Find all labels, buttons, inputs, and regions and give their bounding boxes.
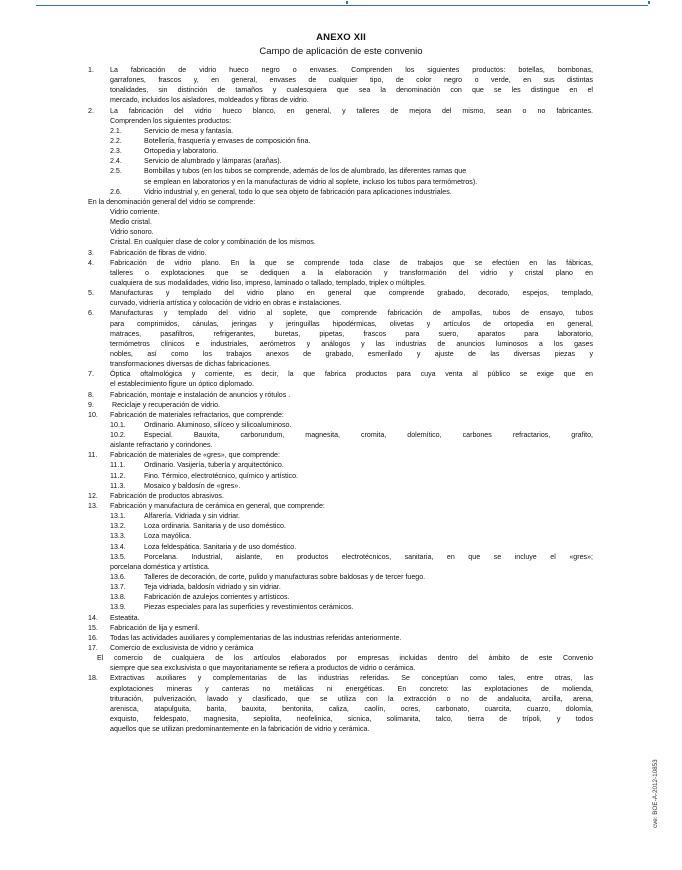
annex-line xyxy=(88,359,593,369)
annex-line xyxy=(88,177,593,187)
annex-line xyxy=(88,227,593,237)
annex-line-text: mercado, incluidos los aisladores, moldeados y fibras de vidrio. xyxy=(110,96,309,105)
subitem-number: 2.6. xyxy=(110,187,122,196)
subitem-number: 2.3. xyxy=(110,147,122,156)
annex-line-text: Fabricación de materiales refractarios, que comprende: xyxy=(110,410,284,419)
annex-line xyxy=(88,613,593,623)
subitem-number: 10.2. xyxy=(110,431,126,440)
annex-line xyxy=(88,298,593,308)
subitem-number: 10.1. xyxy=(110,420,126,429)
subitem-number: 13.4. xyxy=(110,542,126,551)
annex-line xyxy=(88,714,593,724)
annex-line-text: exquisto, feldespato, magnesita, sepiolita, neofelinica, sicnica, solimanita, talco, tierra de trípoli, y todos xyxy=(110,715,593,723)
annex-line-text: Fabricación de lija y esmeril. xyxy=(110,623,200,632)
annex-line xyxy=(88,278,593,288)
subitem-number: 13.5. xyxy=(110,552,126,561)
annex-line-text: Vidrio sonoro. xyxy=(110,228,154,237)
annex-line-text: El comercio de cualquiera de los artículos elaborados por empresas incluidas dentro del ámbito de este Convenio xyxy=(97,654,593,663)
annex-line xyxy=(88,400,593,410)
annex-line xyxy=(88,633,593,643)
annex-line-text: porcelana doméstica y artística. xyxy=(110,562,210,571)
annex-line-text: Loza mayólica. xyxy=(144,532,192,541)
item-number: 12. xyxy=(88,491,98,500)
annex-line-text: Comprenden los siguientes productos: xyxy=(110,116,232,125)
annex-line xyxy=(88,207,593,217)
item-number: 1. xyxy=(88,66,94,74)
annex-line xyxy=(88,450,593,460)
annex-line-text: explotaciones mineras y canteras no metálicas ni energéticas. En concreto: las explotaciones de molienda, xyxy=(110,684,593,693)
annex-line-text: Bombillas y tubos (en los tubos se comprende, además de los de alumbrado, las diferentes ramas que xyxy=(144,167,467,176)
annex-line-text: Esteatita. xyxy=(110,613,140,622)
annex-line-text: curvado, vidriería artística y colocación de vidrio en obras e instalaciones. xyxy=(110,299,342,308)
annex-line-text: En la denominación general del vidrio se comprende: xyxy=(88,197,256,206)
annex-line-text: Vidrio corriente. xyxy=(110,207,160,216)
subitem-number: 13.9. xyxy=(110,603,126,612)
item-number: 3. xyxy=(88,248,94,257)
subitem-number: 13.6. xyxy=(110,573,126,582)
annex-line-text: Fabricación de azulejos corrientes y artísticos. xyxy=(144,593,290,602)
annex-line-text: Botellería, frasquería y envases de composición fina. xyxy=(144,136,311,145)
annex-line xyxy=(88,237,593,247)
item-number: 7. xyxy=(88,370,94,379)
annex-line-text: Ordinario. Aluminoso, silíceo y silicoaluminoso. xyxy=(144,420,292,429)
annex-line-text: Vidrio industrial y, en general, todo lo que sea objeto de fabricación para aplicaciones industriales. xyxy=(144,187,452,196)
annex-line-text: aislante refractario y corindones. xyxy=(110,441,213,450)
annex-line-text: Fino. Térmico, electrotécnico, químico y artístico. xyxy=(144,471,299,480)
annex-line xyxy=(88,339,593,349)
annex-line xyxy=(88,85,593,95)
item-number: 6. xyxy=(88,309,94,318)
annex-line xyxy=(88,369,593,379)
annex-line-text: Todas las actividades auxiliares y complementarias de las industrias referidas anteriormente. xyxy=(110,633,402,642)
annex-line xyxy=(88,349,593,359)
annex-line xyxy=(88,572,593,582)
annex-line xyxy=(88,491,593,501)
annex-line xyxy=(88,643,593,653)
annex-line-text: Fabricación de materiales de «gres», que comprende: xyxy=(110,451,280,460)
annex-line-text: Fabricación de productos abrasivos. xyxy=(110,491,224,500)
subitem-number: 11.1. xyxy=(110,461,126,470)
subitem-number: 2.4. xyxy=(110,157,122,166)
annex-line-text: Alfarería. Vidriada y sin vidriar. xyxy=(144,512,241,521)
annex-line xyxy=(88,166,593,176)
annex-line-text: garrafones, frascos y, en general, envases de cualquier tipo, de color negro o verde, en sus distintas xyxy=(110,76,593,85)
cve-margin-label: cve: BOE-A-2012-10853 xyxy=(652,759,659,828)
annex-line-text: Talleres de decoración, de corte, pulido y manufacturas sobre baldosas y de tercer fuego. xyxy=(144,573,426,582)
annex-line xyxy=(88,460,593,470)
item-number: 10. xyxy=(88,410,98,419)
annex-line xyxy=(88,329,593,339)
annex-line xyxy=(88,582,593,592)
item-number: 4. xyxy=(88,258,94,267)
subitem-number: 11.2. xyxy=(110,471,126,480)
annex-line-text: Manufacturas y templado del vidrio plano en general que comprende grabado, decorado, espejos, templado, xyxy=(110,289,593,298)
annex-line-text: Extractivas auxiliares y complementarias de las industrias referidas. Se conceptúan como tales, entre otras, las xyxy=(110,674,593,683)
annex-line xyxy=(88,65,593,75)
subitem-number: 2.1. xyxy=(110,126,122,135)
annex-line xyxy=(88,217,593,227)
annex-line xyxy=(88,136,593,146)
annex-line xyxy=(88,106,593,116)
annex-line xyxy=(88,75,593,85)
subitem-number: 13.2. xyxy=(110,522,126,531)
annex-line-text: nobles, así como los trabajos anexos de grabado, esmerilado y ajuste de las diversas piezas y xyxy=(110,349,593,358)
annex-line xyxy=(88,623,593,633)
annex-line xyxy=(88,146,593,156)
annex-line xyxy=(88,592,593,602)
annex-line-text: transformaciones diversas de dichas fabricaciones. xyxy=(110,360,271,369)
annex-line xyxy=(88,663,593,673)
item-number: 16. xyxy=(88,633,98,642)
annex-line-text: cualquiera de sus modalidades, vidrio liso, impreso, laminado o tallado, templado, triplex o múltiples. xyxy=(110,278,426,287)
annex-line-text: termómetros clínicos e industriales, aerómetros y análogos y las industrias de anuncios luminosos a los gases xyxy=(110,339,593,348)
annex-line xyxy=(88,501,593,511)
subitem-number: 2.5. xyxy=(110,167,122,176)
annex-line xyxy=(88,390,593,400)
annex-line xyxy=(88,602,593,612)
annex-line xyxy=(88,116,593,126)
annex-line-text: Manufacturas y templado del vidrio al soplete, que comprende fabricación de ampollas, tubos de ensayo, tubos xyxy=(110,309,593,318)
annex-line-text: Piezas especiales para las superficies y revestimientos cerámicos. xyxy=(144,603,354,612)
annex-line xyxy=(88,704,593,714)
annex-line xyxy=(88,471,593,481)
annex-line-text: Fabricación de vidrio plano. En la que se comprende toda clase de trabajos que se efectúen en las fábricas, xyxy=(110,258,593,267)
annex-line-text: aquellos que se utilizan predominantemente en la fabricación de vidrio y cerámica. xyxy=(110,725,370,734)
annex-line-text: se emplean en laboratorios y en la manufacturas de vidrio al soplete, incluso los tubos para termómetros). xyxy=(144,177,478,186)
annex-line xyxy=(88,379,593,389)
annex-line-text: arenisca, atapulguita, barita, bauxita, bentonita, caliza, caolín, ocres, carbonato, cuarcita, cuarzo, dolomía, xyxy=(110,704,593,713)
annex-line xyxy=(88,126,593,136)
annex-line-text: Fabricación y manufactura de cerámica en general, que comprende: xyxy=(110,502,325,511)
annex-line-text: matraces, pasafiltros, refrigerantes, buretas, pipetas, frascos para suero, aparatos para laboratorio, xyxy=(110,329,593,338)
annex-line-text: Servicio de mesa y fantasía. xyxy=(144,126,234,135)
item-number: 8. xyxy=(88,390,94,399)
annex-line xyxy=(88,248,593,258)
annex-line xyxy=(88,542,593,552)
annex-line xyxy=(88,258,593,268)
annex-title: ANEXO XII xyxy=(316,32,366,43)
item-number: 18. xyxy=(88,674,98,683)
item-number: 13. xyxy=(88,502,98,511)
item-number: 5. xyxy=(88,289,94,298)
annex-line xyxy=(88,724,593,734)
annex-line xyxy=(88,694,593,704)
annex-line-text: Óptica oftalmológica y corriente, es decir, la que fabrica productos para cuya venta al público se exige que en xyxy=(110,370,593,379)
item-number: 2. xyxy=(88,106,94,115)
annex-line-text: Reciclaje y recuperación de vidrio. xyxy=(110,400,221,409)
header-rule xyxy=(36,5,648,6)
annex-line xyxy=(88,552,593,562)
annex-line-text: Fabricación de fibras de vidrio. xyxy=(110,248,207,257)
annex-line xyxy=(88,511,593,521)
item-number: 14. xyxy=(88,613,98,622)
item-number: 11. xyxy=(88,451,98,460)
subitem-number: 13.3. xyxy=(110,532,126,541)
annex-line-text: Especial. Bauxita, carborundum, magnesita, cromita, dolemítico, carbones refractarios, grafito, xyxy=(144,431,593,440)
annex-line-text: talleres o explotaciones que se dediquen a la elaboración y transformación del vidrio y cristal plano en xyxy=(110,268,593,277)
annex-line xyxy=(88,268,593,278)
annex-line-text: Ordinario. Vasijería, tubería y arquitectónico. xyxy=(144,461,284,470)
subitem-number: 13.1. xyxy=(110,512,126,521)
annex-line xyxy=(88,653,593,663)
annex-line xyxy=(88,673,593,683)
subitem-number: 2.2. xyxy=(110,136,122,145)
header-tick xyxy=(648,1,650,4)
subitem-number: 13.8. xyxy=(110,593,126,602)
header-tick xyxy=(346,1,348,4)
annex-line-text: La fabricación de vidrio hueco negro o envases. Comprenden los siguientes productos: botellas, bombonas, xyxy=(110,66,593,74)
annex-line-text: Ortopedia y laboratorio. xyxy=(144,147,219,156)
annex-line xyxy=(88,420,593,430)
annex-line-text: siempre que sea exclusivista o que mayoritariamente se refiera a productos de vidrio o cerámica. xyxy=(110,664,416,673)
annex-line-text: tonalidades, sin distinción de tamaños y cualesquiera que sea la denominación con que se les distingue en el xyxy=(110,86,593,95)
item-number: 15. xyxy=(88,623,98,632)
annex-line xyxy=(88,319,593,329)
annex-line-text: Medio cristal. xyxy=(110,218,152,227)
annex-body xyxy=(88,65,593,734)
annex-subtitle: Campo de aplicación de este convenio xyxy=(259,46,423,57)
annex-line xyxy=(88,562,593,572)
annex-line xyxy=(88,156,593,166)
annex-line-text: para comprimidos, cánulas, jeringas y jeringuillas hipodérmicas, olivetas y artículos de ortopedia en general, xyxy=(110,319,593,328)
annex-line xyxy=(88,531,593,541)
annex-line-text: Fabricación, montaje e instalación de anuncios y rótulos . xyxy=(110,390,291,399)
annex-line-text: Mosaico y baldosín de «gres». xyxy=(144,481,241,490)
annex-line-text: Teja vidriada, baldosín vidriado y sin vidriar. xyxy=(144,583,281,592)
annex-line xyxy=(88,197,593,207)
annex-line xyxy=(88,288,593,298)
annex-line-text: Loza ordinaria. Sanitaria y de uso doméstico. xyxy=(144,522,286,531)
subitem-number: 13.7. xyxy=(110,583,126,592)
subitem-number: 11.3. xyxy=(110,481,126,490)
annex-line-text: Servicio de alumbrado y lámparas (arañas). xyxy=(144,157,282,166)
annex-line xyxy=(88,410,593,420)
annex-line xyxy=(88,481,593,491)
annex-line xyxy=(88,95,593,105)
annex-line-text: el establecimiento figure un óptico diplomado. xyxy=(110,380,254,389)
annex-line xyxy=(88,430,593,440)
item-number: 17. xyxy=(88,644,98,653)
annex-line-text: Comercio de exclusivista de vidrio y cerámica xyxy=(110,644,254,653)
annex-line xyxy=(88,521,593,531)
annex-line xyxy=(88,440,593,450)
annex-line xyxy=(88,187,593,197)
annex-line-text: trituración, pulverización, lavado y clasificado, que se utiliza con la extracción o no de andalucita, arcilla, arena, xyxy=(110,694,593,703)
item-number: 9. xyxy=(88,400,94,409)
annex-line xyxy=(88,308,593,318)
annex-line-text: Loza feldespática. Sanitaria y de uso doméstico. xyxy=(144,542,297,551)
annex-line xyxy=(88,684,593,694)
annex-line-text: Porcelana. Industrial, aislante, en productos electrotécnicos, sanitaria, en que se incluye el «gres»; xyxy=(144,552,593,561)
annex-line-text: La fabricación del vidrio hueco blanco, en general, y talleres de mejora del mismo, sean o no fabricantes. xyxy=(110,106,593,115)
annex-line-text: Cristal. En cualquier clase de color y combinación de los mismos. xyxy=(110,238,316,247)
